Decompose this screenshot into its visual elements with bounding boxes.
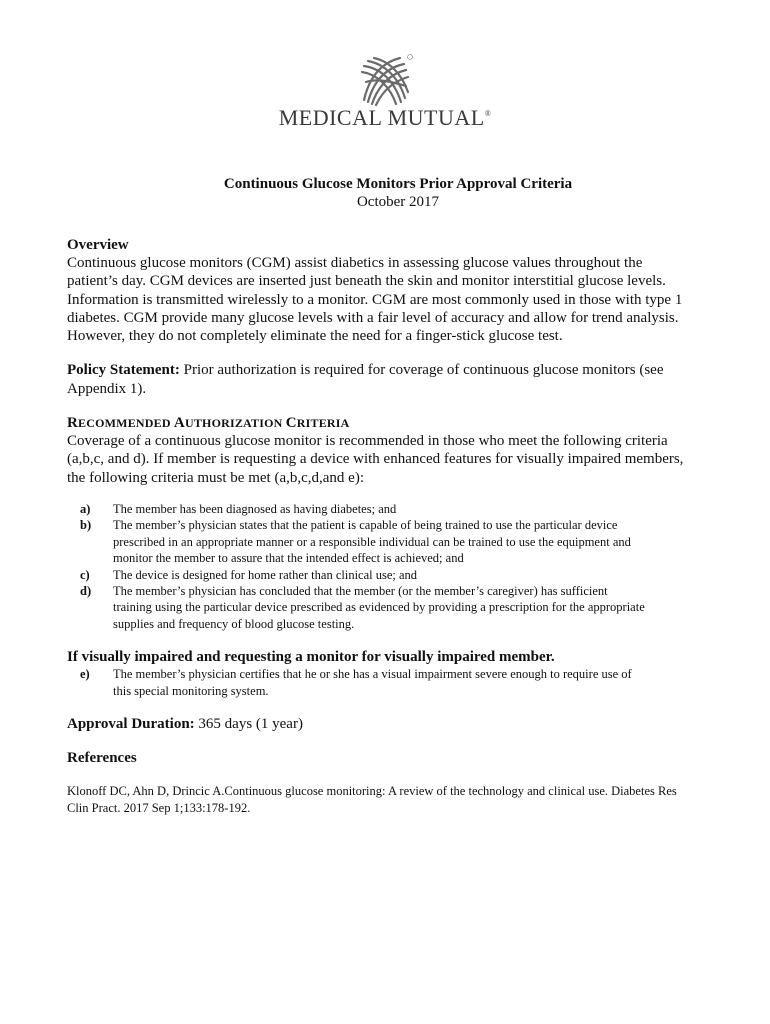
criteria-line: Coverage of a continuous glucose monitor is recommended in those who meet the following criteria — [67, 433, 668, 450]
reference-line: Clin Pract. 2017 Sep 1;133:178-192. — [67, 800, 251, 815]
criteria-line: the following criteria must be met (a,b,c,d,and e): — [67, 469, 364, 486]
medical-mutual-logo-icon — [356, 52, 416, 108]
policy-statement-label: Policy Statement: — [67, 362, 180, 379]
approval-duration — [67, 715, 707, 733]
criteria-line: (a,b,c, and d). If member is requesting a device with enhanced features for visually impaired members, — [67, 451, 684, 468]
overview-line: However, they do not completely eliminate the need for a finger-stick glucose test. — [67, 328, 563, 345]
list-item: e) The member’s physician certifies that he or she has a visual impairment severe enough to require use of this special monitoring system. — [80, 667, 632, 698]
overview-line: Information is transmitted wirelessly to a monitor. CGM are most commonly used in those with type 1 — [67, 291, 683, 308]
reference-line: Klonoff DC, Ahn D, Drincic A.Continuous glucose monitoring: A review of the technology and clinical use. Diabetes Res — [67, 784, 677, 799]
overview-paragraph — [67, 254, 707, 345]
overview-line: diabetes. CGM provide many glucose levels with a fair level of accuracy and allow for trend analysis. — [67, 309, 679, 326]
approval-duration-value: 365 days (1 year) — [194, 716, 303, 733]
overview-line: patient’s day. CGM devices are inserted just beneath the skin and monitor interstitial glucose levels. — [67, 273, 666, 290]
brand-wordmark: MEDICAL MUTUAL — [278, 105, 485, 130]
policy-statement-text: Prior authorization is required for coverage of continuous glucose monitors (see — [179, 362, 664, 379]
list-item: c) The device is designed for home rather than clinical use; and — [80, 567, 418, 582]
document-body — [67, 236, 707, 816]
list-item-marker: b) — [80, 518, 92, 533]
list-item-marker: c) — [80, 567, 90, 582]
overview-line: Continuous glucose monitors (CGM) assist diabetics in assessing glucose values throughout the — [67, 255, 643, 271]
registered-mark-icon — [408, 55, 413, 60]
list-item: d) The member’s physician has concluded that the member (or the member’s caregiver) has sufficient training using the particular device prescribed as evidenced by providing a prescription for the appropriate supplies and frequency of blood glucose testing. — [80, 584, 645, 631]
visually-impaired-heading: If visually impaired and requesting a monitor for visually impaired member. — [67, 649, 555, 666]
policy-statement-line-2: Appendix 1). — [67, 380, 147, 397]
list-item-marker: e) — [80, 667, 90, 682]
approval-duration-label: Approval Duration: — [67, 716, 195, 733]
list-item: b) The member’s physician states that the patient is capable of being trained to use the particular device prescribed in an appropriate manner or a responsible individual can be trained to use the equipment and monitor the member to assure that the intended effect is achieved; and — [80, 518, 631, 566]
list-item-marker: a) — [80, 501, 91, 516]
references-heading: References — [67, 750, 137, 767]
policy-statement — [67, 361, 707, 379]
criteria-list — [67, 501, 707, 632]
overview-heading: Overview — [67, 237, 129, 253]
document-date: October 2017 — [356, 194, 440, 210]
brand-name — [0, 105, 770, 131]
visually-impaired-list — [67, 666, 707, 699]
criteria-heading: RECOMMENDED AUTHORIZATION CRITERIA — [67, 415, 350, 432]
list-item-marker: d) — [80, 584, 92, 598]
document-title: Continuous Glucose Monitors Prior Approval Criteria — [223, 176, 573, 192]
list-item: a) The member has been diagnosed as having diabetes; and — [80, 501, 397, 516]
brand-registered-mark: ® — [484, 109, 492, 118]
criteria-paragraph — [67, 432, 707, 487]
